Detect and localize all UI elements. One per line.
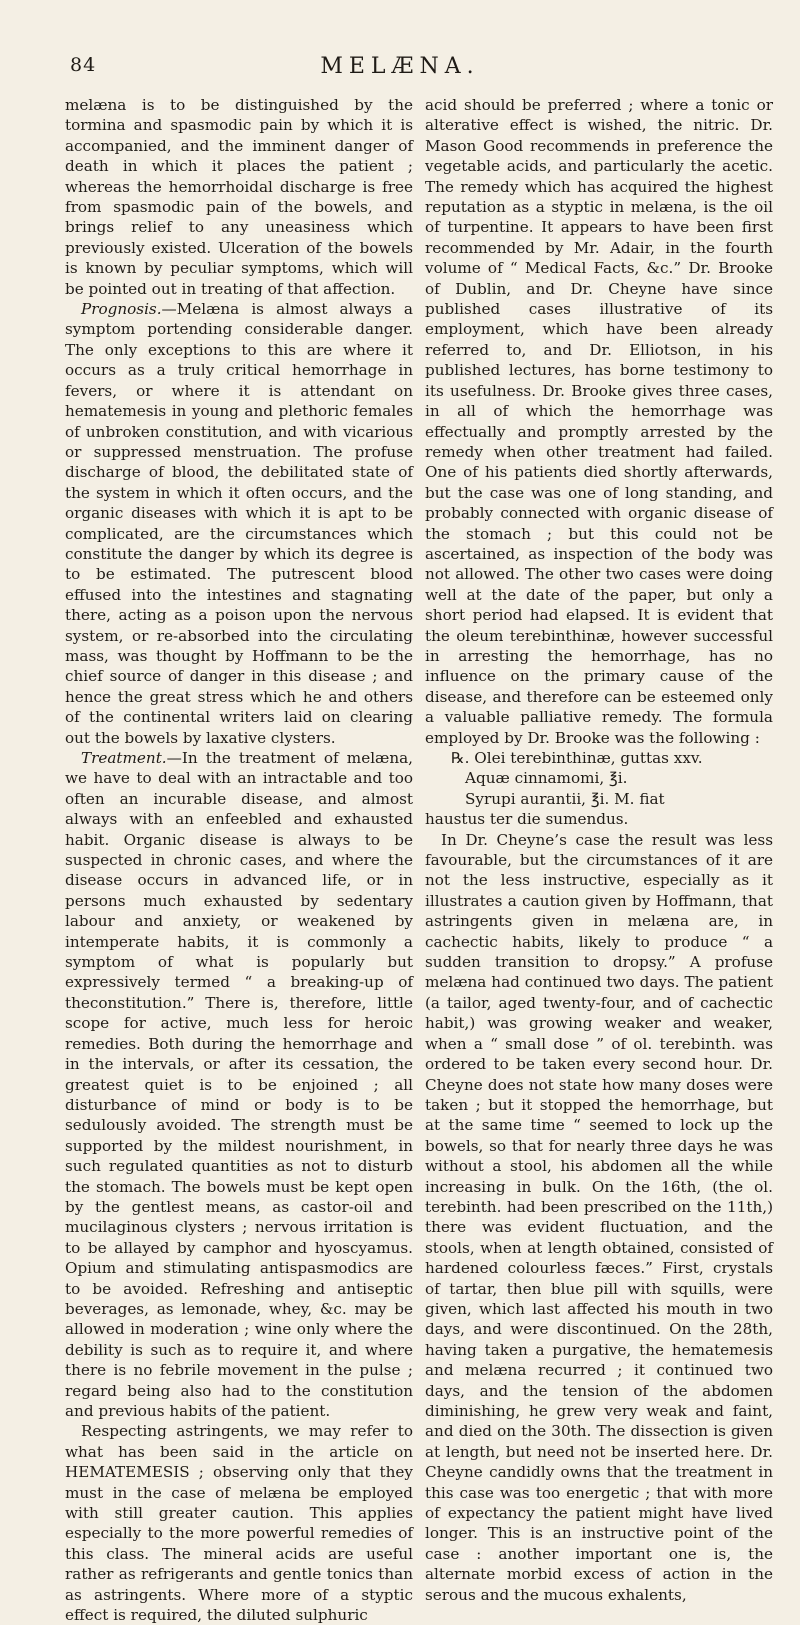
formula-line: Aquæ cinnamomi, ℥i. (465, 769, 628, 788)
prescription-formula (451, 748, 773, 809)
paragraph: Respecting astringents, we may refer to what has been said in the article on HEMATEMESIS ; observing only that they must in the case of melæna be employed with still greater caution. This applies especially to the more powerful remedies of this class. The mineral acids are useful rather as refrigerants and gentle tonics than as astringents. Where more of a styptic effect is required, the diluted sulphuric (65, 1422, 413, 1625)
left-column (65, 95, 413, 1625)
formula-line: Syrupi aurantii, ℥i. M. fiat (465, 789, 665, 808)
section-heading-treatment: Treatment. (81, 749, 167, 767)
page-header (0, 54, 800, 84)
paragraph: melæna is to be distinguished by the tormina and spasmodic pain by which it is accompanied, and the imminent danger of death in which it places the patient ; whereas the hemorrhoidal discharge is free from spasmodic pain of the bowels, and brings relief to any uneasiness which previously existed. Ulceration of the bowels is known by peculiar symptoms, which will be pointed out in treating of that affection. (65, 96, 413, 298)
running-head: MELÆNA. (320, 54, 480, 79)
paragraph-text: —Melæna is almost always a symptom portending considerable danger. The only exceptions to this are where it occurs as a truly critical hemorrhage in fevers, or where it is attendant on hematemesis in young and plethoric females of unbroken constitution, and with vicarious or suppressed menstruation. The profuse discharge of blood, the debilitated state of the system in which it often occurs, and the organic diseases with which it is apt to be complicated, are the circumstances which constitute the danger by which its degree is to be estimated. The putrescent blood effused into the intestines and stagnating there, acting as a poison upon the nervous system, or re-absorbed into the circulating mass, was thought by Hoffmann to be the chief source of danger in this disease ; and hence the great stress which he and others of the continental writers laid on clearing out the bowels by laxative clysters. (65, 300, 413, 747)
treatment-paragraph (65, 748, 413, 1421)
paragraph-text: —In the treatment of melæna, we have to deal with an intractable and too often an incurable disease, and almost always with an enfeebled and exhausted habit. Organic disease is always to be suspected in chronic cases, and where the disease occurs in advanced life, or in persons much exhausted by sedentary labour and anxiety, or weakened by intemperate habits, it is commonly a symptom of what is popularly but expressively termed “ a breaking-up of theconstitution.” There is, therefore, little scope for active, much less for heroic remedies. Both during the hemorrhage and in the intervals, or after its cessation, the greatest quiet is to be enjoined ; all disturbance of mind or body is to be sedulously avoided. The strength must be supported by the mildest nourishment, in such regulated quantities as not to disturb the stomach. The bowels must be kept open by the gentlest means, as castor-oil and mucilaginous clysters ; nervous irritation is to be allayed by camphor and hyoscyamus. Opium and stimulating antispasmodics are to be avoided. Refreshing and antiseptic beverages, as lemonade, whey, &c. may be allowed in moderation ; wine only where the debility is such as to require it, and where there is no febrile movement in the pulse ; regard being also had to the constitution and previous habits of the patient. (65, 749, 413, 1420)
prognosis-paragraph (65, 299, 413, 748)
right-column (425, 95, 773, 1605)
formula-line: ℞. Olei terebinthinæ, guttas xxv. (451, 749, 703, 767)
paragraph: In Dr. Cheyne’s case the result was less favourable, but the circumstances of it are not the less instructive, especially as it illustrates a caution given by Hoffmann, that astringents given in melæna are, in cachectic habits, likely to produce “ a sudden transition to dropsy.” A profuse melæna had continued two days. The patient (a tailor, aged twenty-four, and of cachectic habit,) was growing weaker and weaker, when a “ small dose ” of ol. terebinth. was ordered to be taken every second hour. Dr. Cheyne does not state how many doses were taken ; but it stopped the hemorrhage, but at the same time “ seemed to lock up the bowels, so that for nearly three days he was without a stool, his abdomen all the while increasing in bulk. On the 16th, (the ol. terebinth. had been prescribed on the 11th,) there was evident fluctuation, and the stools, when at length obtained, consisted of hardened colourless fæces.” First, crystals of tartar, then blue pill with squills, were given, which last affected his mouth in two days, and were discontinued. On the 28th, having taken a purgative, the hematemesis and melæna recurred ; it continued two days, and the tension of the abdomen diminishing, he grew very weak and faint, and died on the 30th. The dissection is given at length, but need not be inserted here. Dr. Cheyne candidly owns that the treatment in this case was too energetic ; that with more of expectancy the patient might have lived longer. This is an instructive point of the case : another important one is, the alternate morbid excess of action in the serous and the mucous exhalents, (425, 830, 773, 1604)
paragraph: haustus ter die sumendus. (425, 810, 629, 829)
page-number: 84 (70, 54, 97, 76)
paragraph: acid should be preferred ; where a tonic or alterative effect is wished, the nitric. Dr. Mason Good recommends in preference the vegetable acids, and particularly the acetic. The remedy which has acquired the highest reputation as a styptic in melæna, is the oil of turpentine. It appears to have been first recommended by Mr. Adair, in the fourth volume of “ Medical Facts, &c.” Dr. Brooke of Dublin, and Dr. Cheyne have since published cases illustrative of its employment, which have been already referred to, and Dr. Elliotson, in his published lectures, has borne testimony to its usefulness. Dr. Brooke gives three cases, in all of which the hemorrhage was effectually and promptly arrested by the remedy when other treatment had failed. One of his patients died shortly afterwards, but the case was one of long standing, and probably connected with organic disease of the stomach ; but this could not be ascertained, as inspection of the body was not allowed. The other two cases were doing well at the date of the paper, but only a short period had elapsed. It is evident that the oleum terebinthinæ, however successful in arresting the hemorrhage, has no influence on the primary cause of the disease, and therefore can be esteemed only a valuable palliative remedy. The formula employed by Dr. Brooke was the following : (425, 96, 773, 747)
section-heading-prognosis: Prognosis. (81, 300, 162, 319)
